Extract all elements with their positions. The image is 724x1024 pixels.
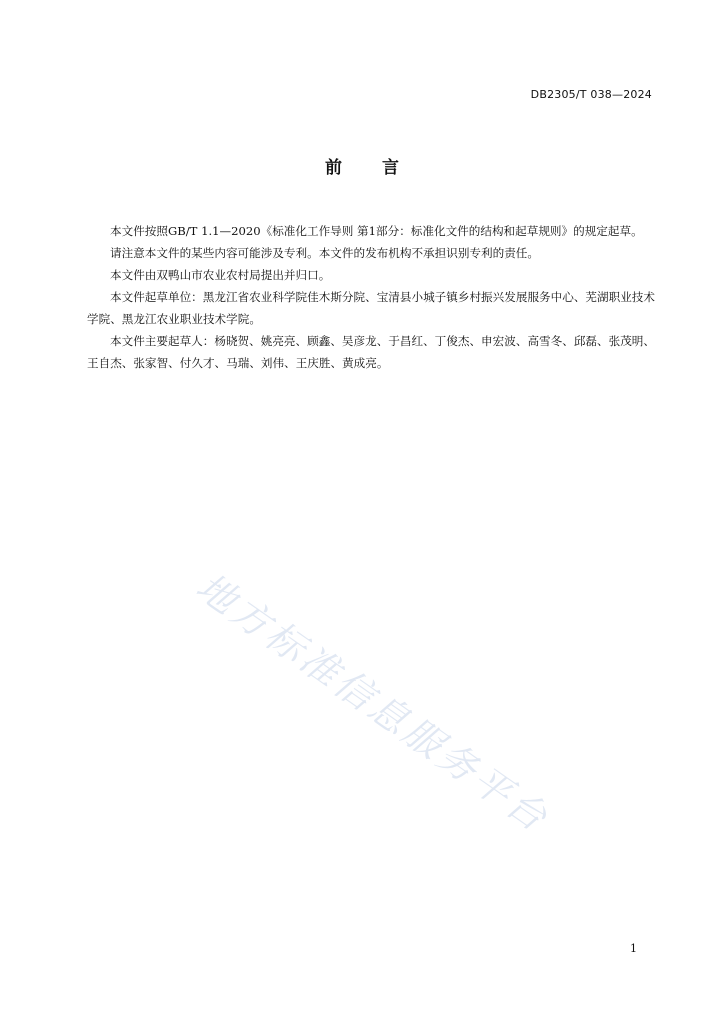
paragraph-patent-notice: 请注意本文件的某些内容可能涉及专利。本文件的发布机构不承担识别专利的责任。 — [110, 246, 539, 260]
page-title: 前言 — [325, 158, 439, 178]
foreword-body — [87, 220, 655, 374]
paragraph-standard-basis: 本文件按照GB/T 1.1—2020《标准化工作导则 第1部分：标准化文件的结构和起草规则》的规定起草。 — [110, 224, 643, 238]
watermark-text: 地方标准信息服务平台 — [188, 564, 558, 842]
paragraph-drafting-units: 本文件起草单位：黑龙江省农业科学院佳木斯分院、宝清县小城子镇乡村振兴发展服务中心、芜湖职业技术学院、黑龙江农业职业技术学院。 — [87, 290, 655, 326]
document-code: DB2305/T 038—2024 — [530, 88, 652, 101]
page-number: 1 — [630, 942, 637, 955]
paragraph-proposer: 本文件由双鸭山市农业农村局提出并归口。 — [110, 268, 331, 282]
paragraph-drafters: 本文件主要起草人：杨晓贺、姚亮亮、顾鑫、吴彦龙、于昌红、丁俊杰、申宏波、高雪冬、邱磊、张茂明、王自杰、张家智、付久才、马瑞、刘伟、王庆胜、黄成亮。 — [87, 334, 655, 370]
